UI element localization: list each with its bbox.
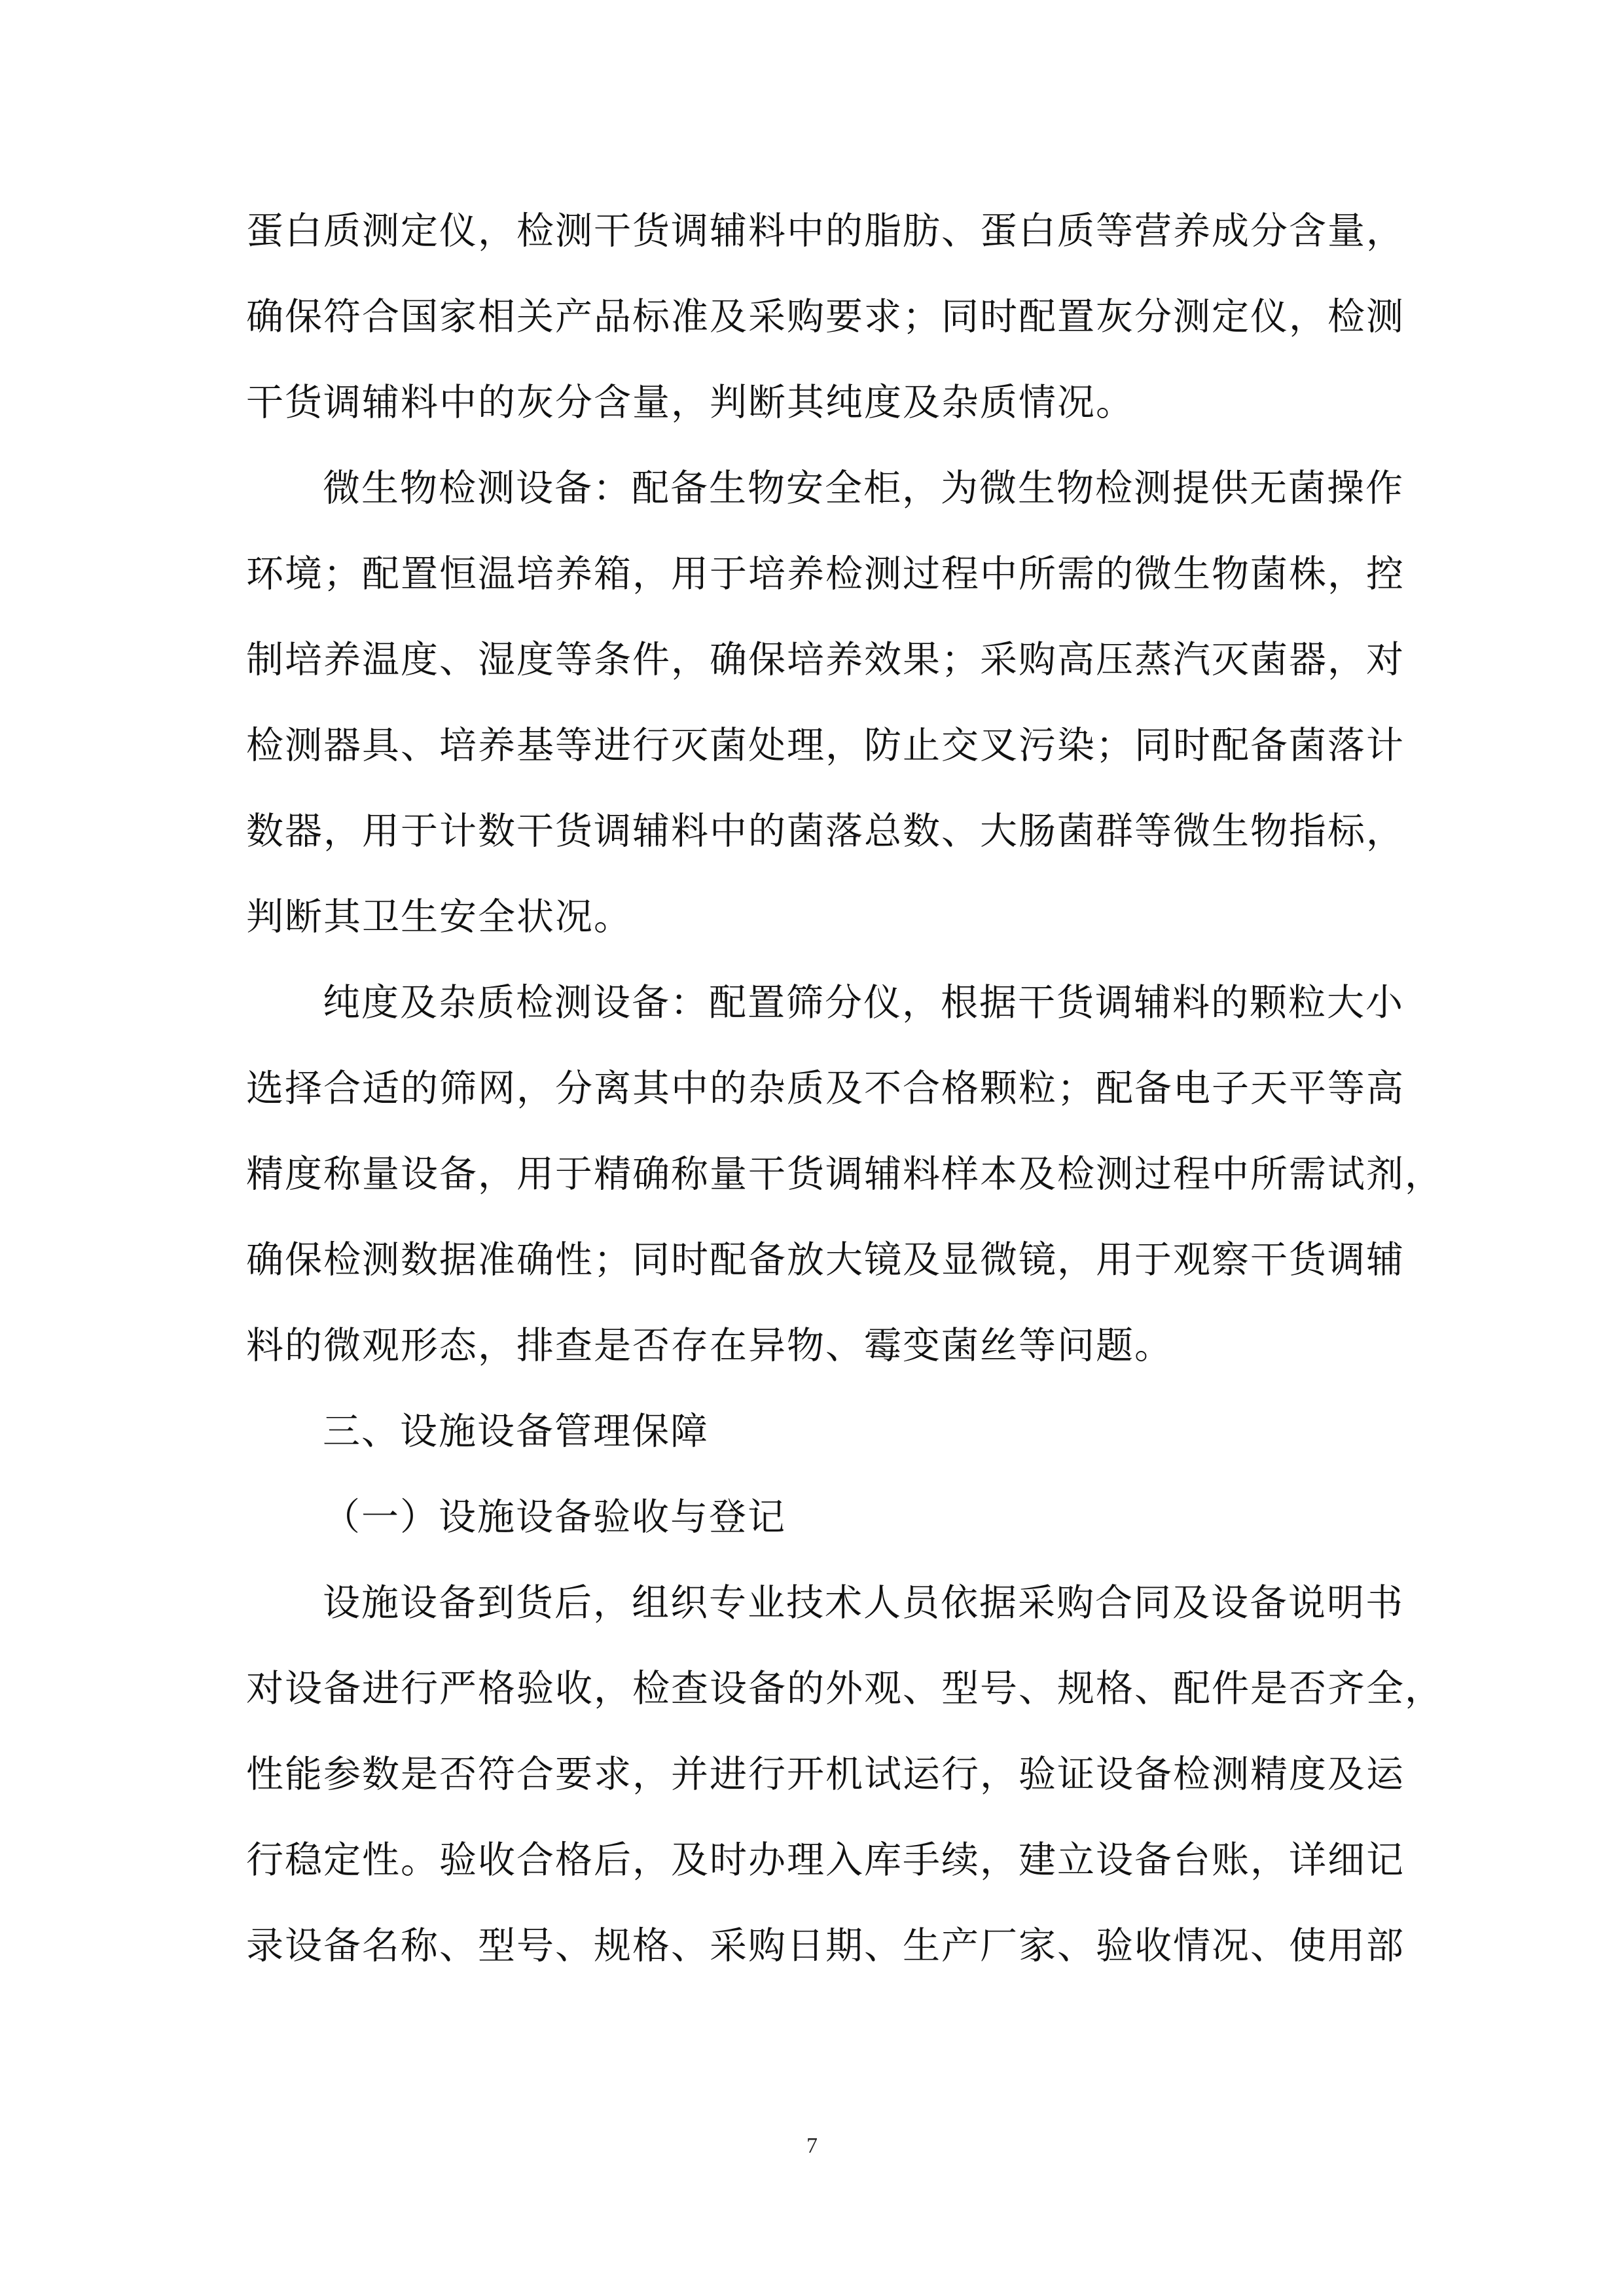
paragraph-microbial-start: 微生物检测设备：配备生物安全柜，为微生物检测提供无菌操作 — [323, 467, 1404, 510]
subsection-heading-1: （一）设施设备验收与登记 — [323, 1496, 786, 1539]
paragraph-purity-start: 纯度及杂质检测设备：配置筛分仪，根据干货调辅料的颗粒大小 — [323, 981, 1404, 1024]
text-line-12: 精度称量设备，用于精确称量干货调辅料样本及检测过程中所需试剂， — [246, 1153, 1443, 1196]
text-line-7: 检测器具、培养基等进行灭菌处理，防止交叉污染；同时配备菌落计 — [246, 724, 1405, 767]
text-line-9: 判断其卫生安全状况。 — [246, 895, 632, 939]
text-line-13: 确保检测数据准确性；同时配备放大镜及显微镜，用于观察干货调辅 — [246, 1238, 1405, 1282]
section-heading-3: 三、设施设备管理保障 — [323, 1410, 709, 1453]
text-line-21: 录设备名称、型号、规格、采购日期、生产厂家、验收情况、使用部 — [246, 1924, 1405, 1967]
text-line-14: 料的微观形态，排查是否存在异物、霉变菌丝等问题。 — [246, 1324, 1173, 1367]
text-line-2: 确保符合国家相关产品标准及采购要求；同时配置灰分测定仪，检测 — [246, 295, 1405, 338]
text-line-5: 环境；配置恒温培养箱，用于培养检测过程中所需的微生物菌株，控 — [246, 552, 1405, 596]
text-line-18: 对设备进行严格验收，检查设备的外观、型号、规格、配件是否齐全， — [246, 1667, 1443, 1710]
text-line-19: 性能参数是否符合要求，并进行开机试运行，验证设备检测精度及运 — [246, 1753, 1405, 1796]
text-line-20: 行稳定性。验收合格后，及时办理入库手续，建立设备台账，详细记 — [246, 1839, 1405, 1882]
paragraph-acceptance-start: 设施设备到货后，组织专业技术人员依据采购合同及设备说明书 — [323, 1581, 1404, 1624]
page-number: 7 — [806, 2134, 818, 2158]
text-line-3: 干货调辅料中的灰分含量，判断其纯度及杂质情况。 — [246, 381, 1134, 424]
text-line-1: 蛋白质测定仪，检测干货调辅料中的脂肪、蛋白质等营养成分含量， — [246, 209, 1405, 253]
text-line-11: 选择合适的筛网，分离其中的杂质及不合格颗粒；配备电子天平等高 — [246, 1067, 1405, 1110]
text-line-6: 制培养温度、湿度等条件，确保培养效果；采购高压蒸汽灭菌器，对 — [246, 638, 1405, 681]
text-line-8: 数器，用于计数干货调辅料中的菌落总数、大肠菌群等微生物指标， — [246, 810, 1405, 853]
